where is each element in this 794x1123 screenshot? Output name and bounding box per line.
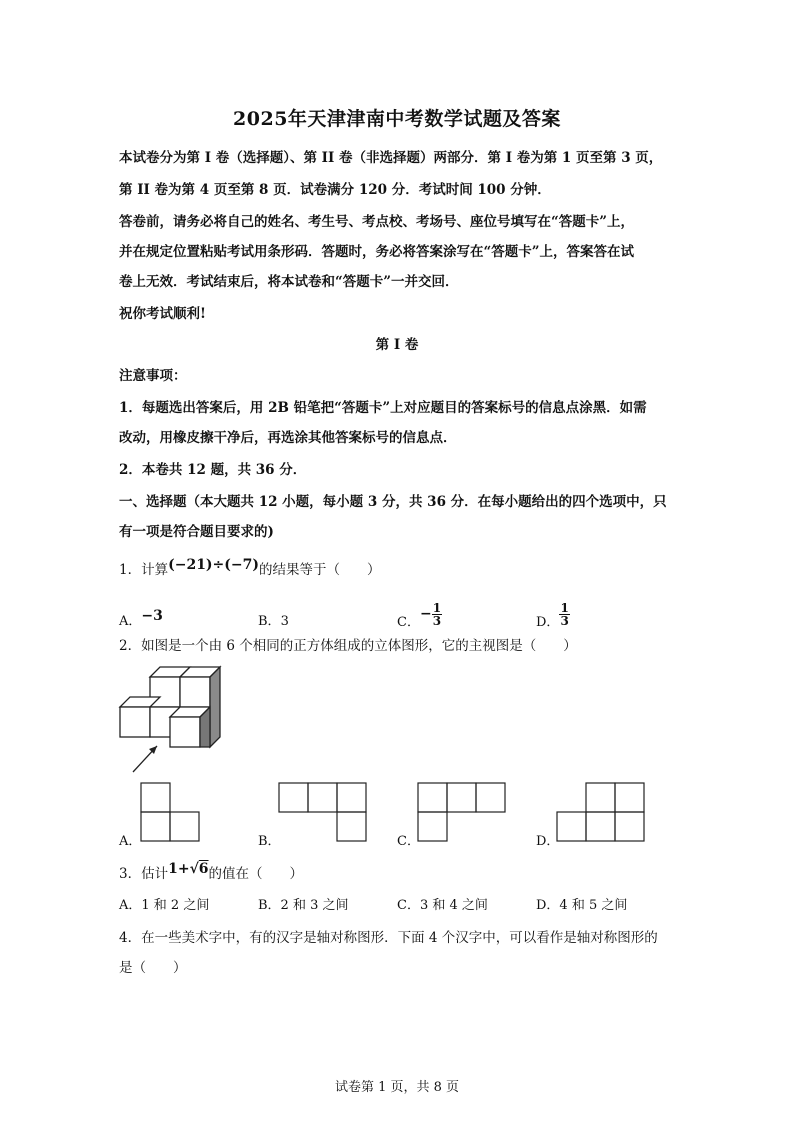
q1-option-c-sign: −	[419, 606, 432, 622]
question-2: 2．如图是一个由 6 个相同的正方体组成的立体图形，它的主视图是（ ）	[119, 638, 577, 654]
q1-option-b: B．3	[258, 614, 289, 629]
intro-line-3: 答卷前，请务必将自己的姓名、考生号、考点校、考场号、座位号填写在“答题卡”上，	[119, 214, 635, 230]
good-luck: 祝你考试顺利!	[119, 306, 206, 322]
page-title: 2025年天津津南中考数学试题及答案	[233, 108, 561, 130]
note-line-1: 1．每题选出答案后，用 2B 铅笔把“答题卡”上对应题目的答案标号的信息点涂黑．如需	[119, 400, 647, 416]
sqrt-icon: √	[189, 861, 199, 877]
q1-option-c: C．− $\frac{1}{3}$	[397, 601, 442, 630]
part-heading-line-1: 一、选择题（本大题共 12 小题，每小题 3 分，共 36 分．在每小题给出的四个选项中，只	[119, 494, 667, 510]
q2-option-b-label: B．	[258, 834, 281, 849]
section-title: 第 I 卷	[375, 337, 419, 353]
intro-line-1: 本试卷分为第 I 卷（选择题）、第 II 卷（非选择题）两部分．第 I 卷为第 1 页至第 3 页，	[119, 150, 663, 166]
q1-option-d: D． $\frac{1}{3}$	[536, 601, 569, 630]
q1-expression: (−21)÷(−7)	[168, 557, 260, 573]
question-3	[119, 862, 303, 882]
q1-option-b-value: 3	[280, 614, 289, 629]
q3-option-d: D．4 和 5 之间	[536, 898, 628, 913]
page-footer: 试卷第 1 页，共 8 页	[334, 1080, 460, 1095]
q3-prefix: 3．估计	[119, 866, 169, 882]
q3-option-a: A．1 和 2 之间	[119, 898, 210, 913]
q2-option-c-figure	[418, 783, 508, 843]
q2-option-a-label: A．	[119, 834, 142, 849]
q1-option-d-fraction: $\frac{1}{3}$	[560, 601, 569, 628]
q2-option-c-label: C．	[397, 834, 420, 849]
q2-option-d-figure	[557, 783, 647, 843]
part-heading-line-2: 有一项是符合题目要求的)	[119, 524, 274, 540]
question-1	[119, 558, 381, 578]
cube-solid-figure	[115, 662, 225, 777]
note-line-3: 2．本卷共 12 题，共 36 分．	[119, 462, 307, 478]
intro-line-4: 并在规定位置粘贴考试用条形码．答题时，务必将答案涂写在“答题卡”上，答案答在试	[119, 244, 635, 260]
q1-option-a: A．−3	[119, 608, 163, 629]
q1-option-a-value: −3	[141, 608, 163, 624]
question-4-line-2: 是（ ）	[119, 960, 187, 976]
q3-option-c: C．3 和 4 之间	[397, 898, 488, 913]
question-4-line-1: 4．在一些美术字中，有的汉字是轴对称图形．下面 4 个汉字中，可以看作是轴对称图形的	[119, 930, 658, 946]
q2-option-d-label: D．	[536, 834, 560, 849]
q3-suffix: 的值在（ ）	[208, 866, 304, 882]
q1-option-c-fraction: $\frac{1}{3}$	[432, 601, 442, 628]
q1-prefix: 1．计算	[119, 562, 169, 578]
q3-expression: 1+√6	[168, 861, 209, 877]
notes-heading: 注意事项：	[119, 368, 187, 384]
q2-option-a-figure	[141, 783, 201, 843]
q2-option-b-figure	[279, 783, 369, 843]
note-line-2: 改动，用橡皮擦干净后，再选涂其他答案标号的信息点．	[119, 430, 457, 446]
q3-option-b: B．2 和 3 之间	[258, 898, 349, 913]
intro-line-5: 卷上无效．考试结束后，将本试卷和“答题卡”一并交回．	[119, 274, 459, 290]
intro-line-2: 第 II 卷为第 4 页至第 8 页．试卷满分 120 分．考试时间 100 分钟．	[119, 182, 551, 198]
q1-suffix: 的结果等于（ ）	[259, 562, 381, 578]
